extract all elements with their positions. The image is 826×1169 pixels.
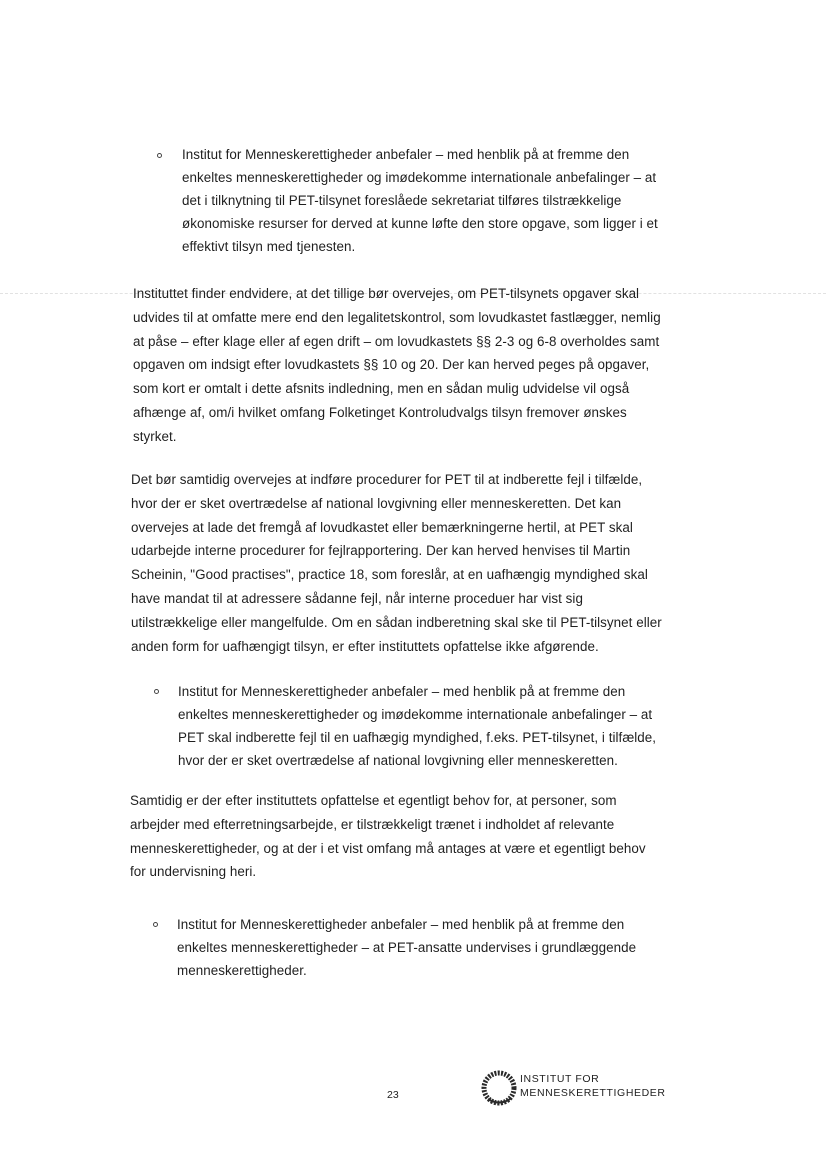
text-line: anden form for uafhængigt tilsyn, er efter instituttets opfattelse ikke afgørende. xyxy=(131,638,599,654)
text-line: opgaven om indsigt efter lovudkastets §§ 10 og 20. Der kan herved peges på opgaver, xyxy=(133,357,650,373)
text-line: menneskerettigheder, og at der i et vist omfang må antages at være et egentligt behov xyxy=(130,840,646,856)
text-line: udarbejde interne procedurer for fejlrapportering. Der kan herved henvises til Martin xyxy=(131,543,631,559)
text-line: Institut for Menneskerettigheder anbefaler – med henblik på at fremme den xyxy=(178,684,626,699)
text-line: at påse – efter klage eller af egen drift – om lovudkastets §§ 2-3 og 6-8 overholdes samt xyxy=(133,333,660,349)
logo-line: INSTITUT FOR xyxy=(520,1073,600,1085)
text-line: Scheinin, "Good practises", practice 18, som foreslår, at en uafhængig myndighed skal xyxy=(131,567,648,583)
text-line: økonomiske resurser for derved at kunne løfte den store opgave, som ligger i et xyxy=(182,216,658,231)
text-line: Samtidig er der efter instituttets opfattelse et egentligt behov for, at personer, som xyxy=(130,793,617,808)
text-line: have mandat til at adressere sådanne fejl, når interne proceduer har vist sig xyxy=(131,590,583,606)
paragraph-3 xyxy=(130,789,646,884)
bullet-icon xyxy=(153,922,158,927)
paragraph-2 xyxy=(131,468,662,658)
bullet-icon xyxy=(154,689,159,694)
text-line: overvejes at lade det fremgå af lovudkastet eller bemærkningerne hertil, at PET skal xyxy=(131,519,633,535)
text-line: arbejder med efterretningsarbejde, er tilstrækkeligt trænet i indholdet af relevante xyxy=(130,816,615,832)
institute-logo-icon xyxy=(479,1068,519,1108)
text-line: det i tilknytning til PET-tilsynet foreslåede sekretariat tilføres tilstrækkelige xyxy=(182,193,622,208)
bullet-icon xyxy=(157,153,162,158)
text-line: hvor der er sket overtrædelse af national lovgivning eller menneskeretten. xyxy=(178,753,618,768)
text-line: hvor der er sket overtrædelse af national lovgivning eller menneskeretten. Det kan xyxy=(131,495,622,511)
text-line: enkeltes menneskerettigheder – at PET-ansatte undervises i grundlæggende xyxy=(177,940,637,955)
text-line: Institut for Menneskerettigheder anbefaler – med henblik på at fremme den xyxy=(177,917,625,932)
logo-line: MENNESKERETTIGHEDER xyxy=(520,1086,666,1099)
text-line: enkeltes menneskerettigheder og imødekomme internationale anbefalinger – at xyxy=(178,707,653,722)
bullet-text xyxy=(178,680,656,772)
text-line: Institut for Menneskerettigheder anbefaler – med henblik på at fremme den xyxy=(182,147,630,162)
institute-logo-text xyxy=(520,1073,666,1100)
paragraph-1 xyxy=(133,282,661,449)
text-line: menneskerettigheder. xyxy=(177,963,307,978)
text-line: utilstrækkelige eller mangelfulde. Om en sådan indberetning skal ske til PET-tilsynet eller xyxy=(131,614,662,630)
text-line: PET skal indberette fejl til en uafhægig myndighed, f.eks. PET-tilsynet, i tilfælde, xyxy=(178,730,657,745)
bullet-text xyxy=(177,913,636,982)
text-line: udvides til at omfatte mere end den legalitetskontrol, som lovudkastet fastlægger, nemlig xyxy=(133,309,661,325)
text-line: for undervisning heri. xyxy=(130,864,257,880)
text-line: Instituttet finder endvidere, at det tillige bør overvejes, om PET-tilsynets opgaver skal xyxy=(133,286,640,301)
text-line: afhænge af, om/i hvilket omfang Folketinget Kontroludvalgs tilsyn fremover ønskes xyxy=(133,404,627,420)
text-line: som kort er omtalt i dette afsnits indledning, men en sådan mulig udvidelse vil også xyxy=(133,381,630,397)
page-number: 23 xyxy=(387,1089,399,1101)
text-line: effektivt tilsyn med tjenesten. xyxy=(182,239,356,254)
text-line: styrket. xyxy=(133,428,177,444)
text-line: enkeltes menneskerettigheder og imødekomme internationale anbefalinger – at xyxy=(182,170,657,185)
text-line: Det bør samtidig overvejes at indføre procedurer for PET til at indberette fejl i tilfælde, xyxy=(131,472,643,487)
bullet-text xyxy=(182,143,658,258)
